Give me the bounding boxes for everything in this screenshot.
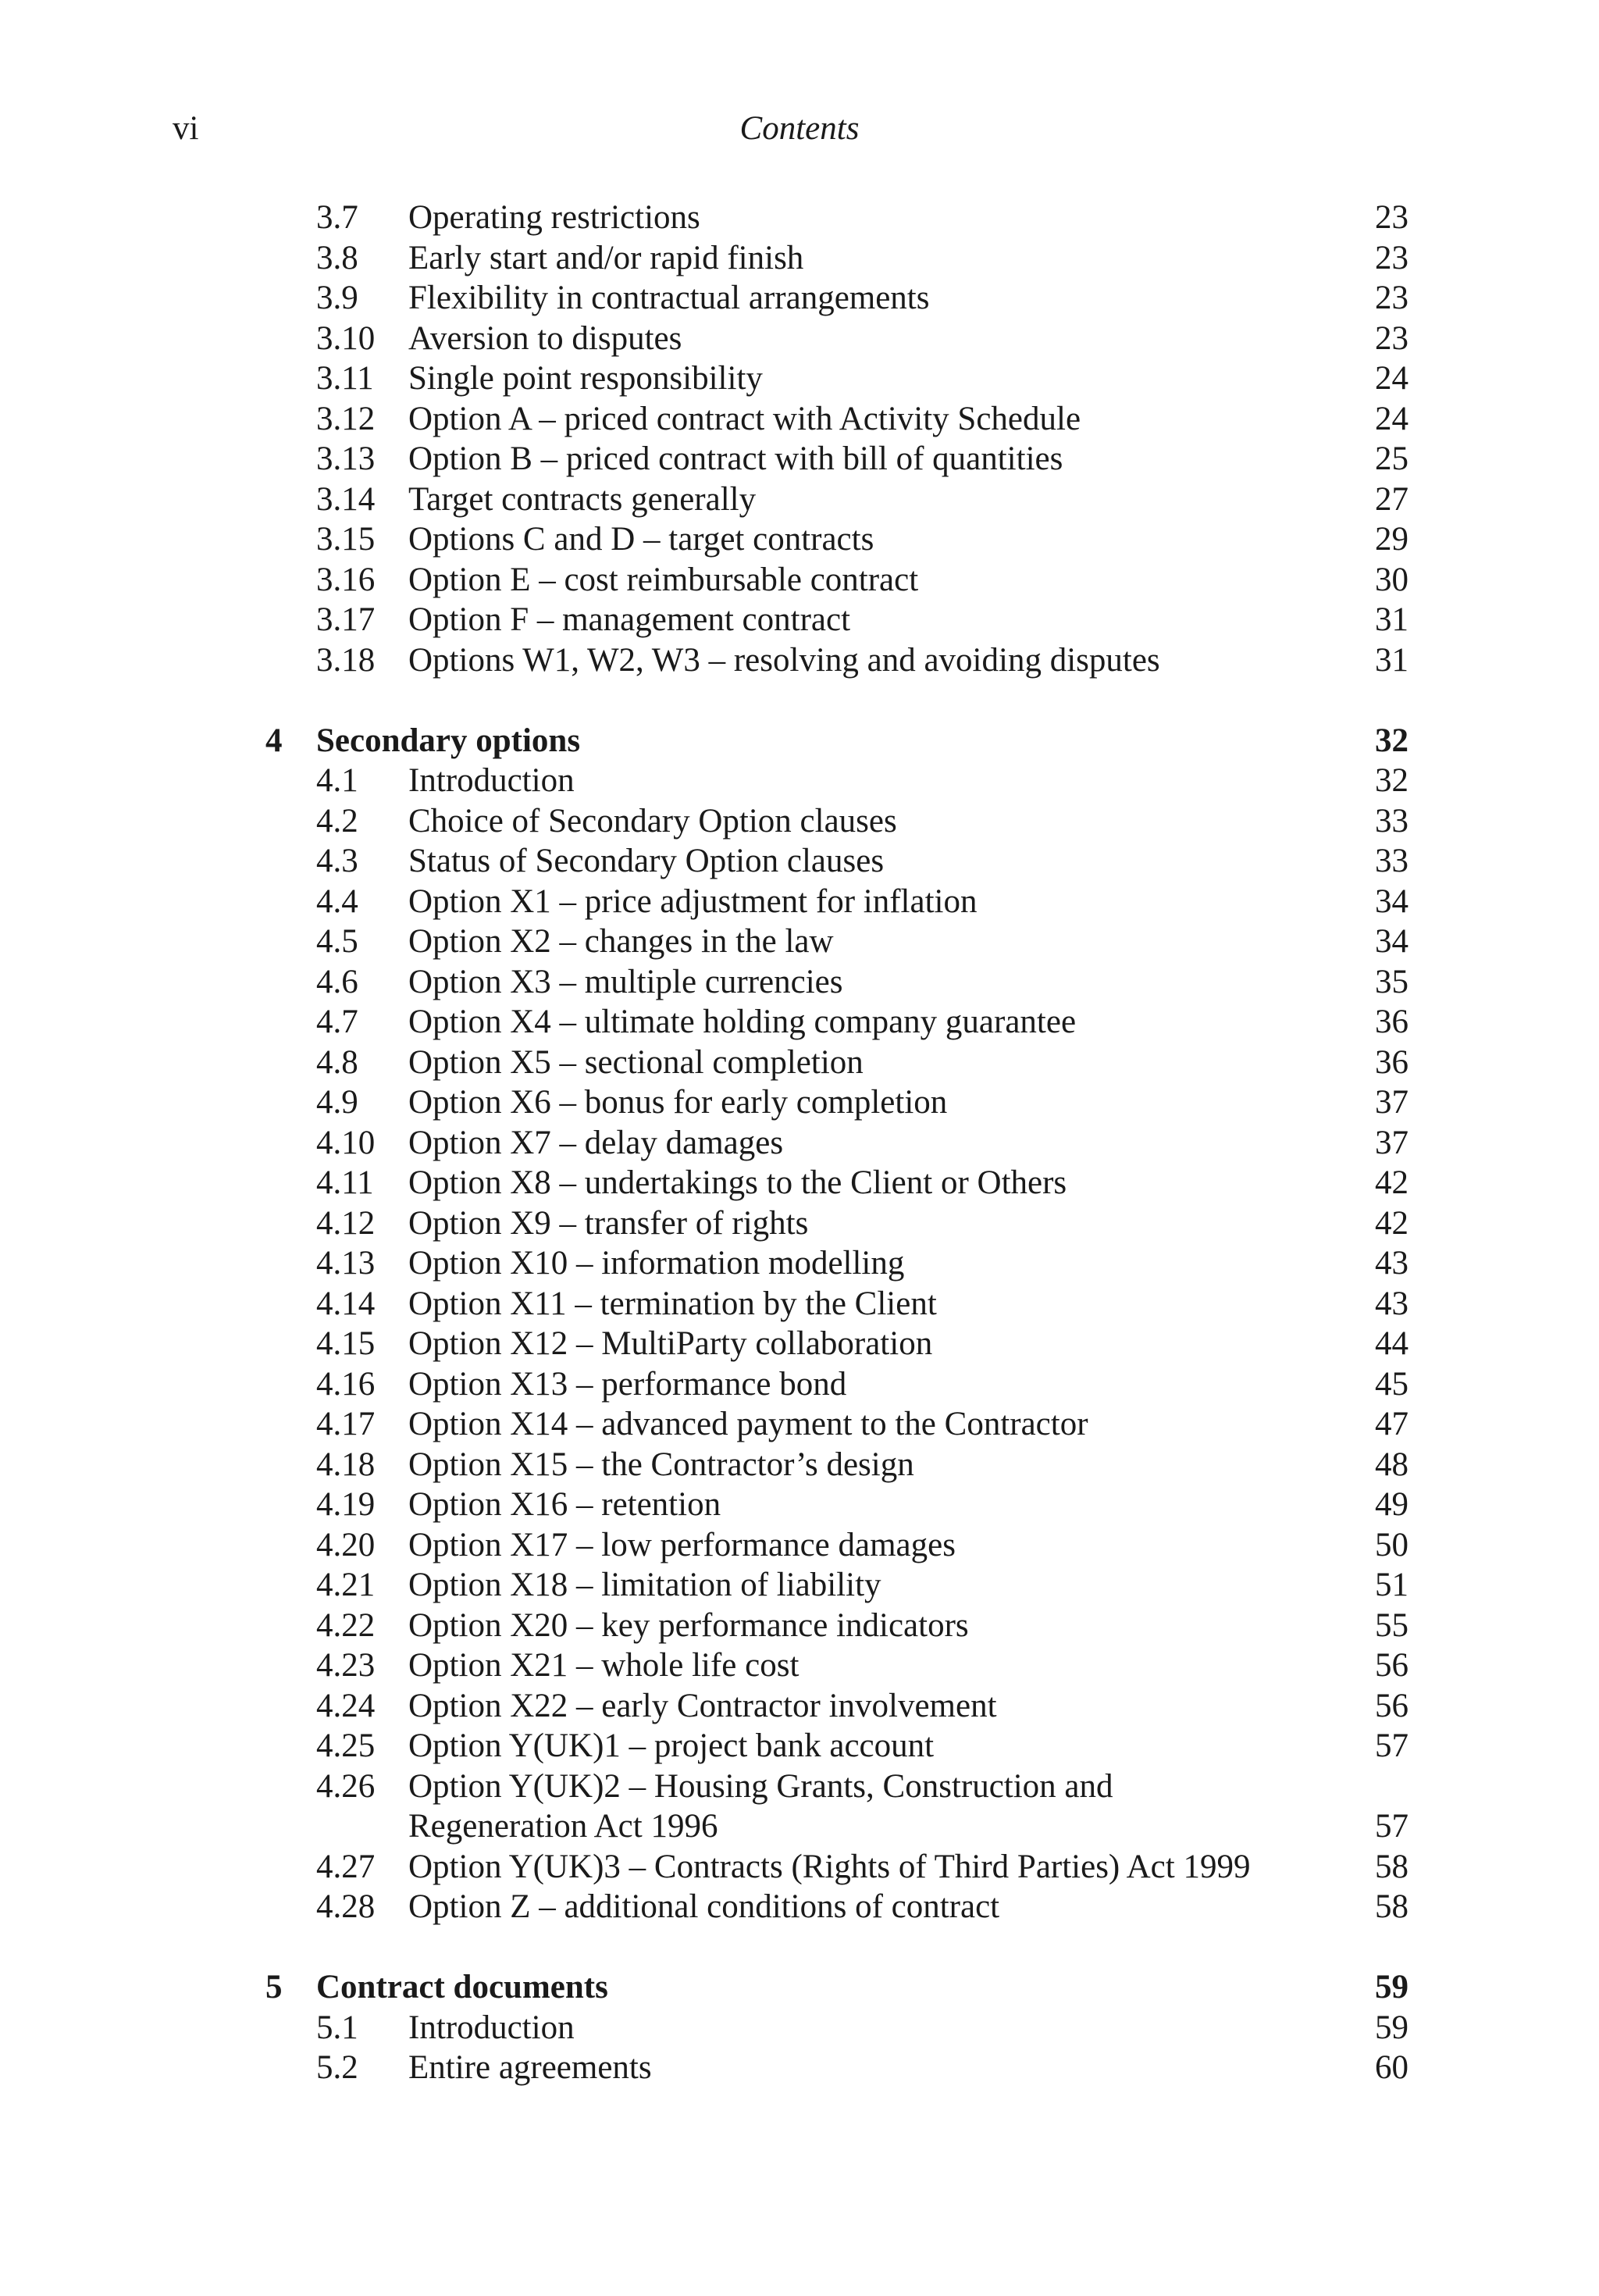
entry-title: Introduction xyxy=(408,762,575,799)
toc-entry[interactable] xyxy=(0,640,1599,681)
toc-entry[interactable] xyxy=(0,922,1599,962)
entry-title: Option X14 – advanced payment to the Contractor xyxy=(408,1406,1088,1442)
entry-title: Option X11 – termination by the Client xyxy=(408,1285,937,1322)
toc-section-3-entries xyxy=(0,198,1599,680)
entry-number: 4.10 xyxy=(316,1124,376,1161)
entry-page: 31 xyxy=(1375,601,1408,638)
entry-title: Target contracts generally xyxy=(408,480,757,518)
entry-page: 49 xyxy=(1375,1486,1408,1523)
entry-title: Option X22 – early Contractor involvement xyxy=(408,1687,997,1724)
page-header xyxy=(0,109,1599,156)
entry-title: Option Y(UK)2 – Housing Grants, Construction and xyxy=(408,1767,1113,1805)
entry-title: Option X12 – MultiParty collaboration xyxy=(408,1325,933,1362)
page-folio: vi xyxy=(173,110,199,147)
toc-entry[interactable] xyxy=(0,1445,1599,1485)
entry-page: 23 xyxy=(1375,280,1408,316)
entry-page: 23 xyxy=(1375,319,1408,357)
toc-entry[interactable] xyxy=(0,761,1599,801)
entry-page: 29 xyxy=(1375,521,1408,558)
entry-title: Option X20 – key performance indicators xyxy=(408,1606,969,1644)
entry-title: Option X18 – limitation of liability xyxy=(408,1567,881,1603)
entry-page: 24 xyxy=(1375,400,1408,437)
entry-title: Option Y(UK)1 – project bank account xyxy=(408,1727,935,1764)
entry-title: Option X8 – undertakings to the Client or Others xyxy=(408,1164,1067,1201)
entry-number: 3.14 xyxy=(316,480,376,518)
entry-title: Option X21 – whole life cost xyxy=(408,1647,800,1684)
entry-number: 4.19 xyxy=(316,1486,376,1523)
toc-entry[interactable] xyxy=(0,1043,1599,1083)
toc-entry[interactable] xyxy=(0,2048,1599,2088)
entry-number: 4.11 xyxy=(316,1164,374,1201)
toc-entry[interactable] xyxy=(0,358,1599,399)
entry-number: 4.3 xyxy=(316,843,358,879)
entry-number: 4.24 xyxy=(316,1687,376,1724)
entry-page: 25 xyxy=(1375,440,1408,477)
entry-page: 32 xyxy=(1375,762,1408,799)
toc-entry[interactable] xyxy=(0,841,1599,882)
entry-number: 5.1 xyxy=(316,2009,358,2046)
entry-page: 30 xyxy=(1375,561,1408,598)
entry-title: Option X6 – bonus for early completion xyxy=(408,1084,948,1121)
entry-page: 57 xyxy=(1375,1808,1408,1845)
entry-title: Choice of Secondary Option clauses xyxy=(408,802,897,840)
entry-title: Flexibility in contractual arrangements xyxy=(408,280,930,316)
entry-title: Options W1, W2, W3 – resolving and avoiding disputes xyxy=(408,641,1160,679)
entry-title: Option E – cost reimbursable contract xyxy=(408,561,919,598)
entry-number: 3.18 xyxy=(316,641,376,679)
toc-entry[interactable] xyxy=(0,399,1599,440)
entry-number: 4.12 xyxy=(316,1204,376,1242)
entry-title: Introduction xyxy=(408,2009,575,2046)
toc-entry[interactable] xyxy=(0,1163,1599,1203)
toc-entry[interactable] xyxy=(0,1123,1599,1164)
entry-page: 43 xyxy=(1375,1245,1408,1282)
chapter-number: 4 xyxy=(265,722,283,759)
toc-entry[interactable] xyxy=(0,882,1599,922)
entry-page: 34 xyxy=(1375,882,1408,920)
entry-title: Aversion to disputes xyxy=(408,319,682,357)
toc-entry[interactable] xyxy=(0,1284,1599,1324)
entry-title: Option X1 – price adjustment for inflation xyxy=(408,882,978,920)
entry-title: Option X17 – low performance damages xyxy=(408,1526,956,1563)
table-of-contents xyxy=(0,198,1599,2088)
entry-number: 4.25 xyxy=(316,1727,376,1764)
entry-title: Option X10 – information modelling xyxy=(408,1245,905,1282)
entry-title: Option X13 – performance bond xyxy=(408,1365,847,1403)
entry-page: 23 xyxy=(1375,199,1408,236)
entry-page: 36 xyxy=(1375,1004,1408,1040)
entry-title: Option X2 – changes in the law xyxy=(408,923,834,960)
entry-page: 27 xyxy=(1375,480,1408,518)
entry-title: Option X7 – delay damages xyxy=(408,1124,784,1161)
entry-title: Option X3 – multiple currencies xyxy=(408,963,843,1000)
toc-entry[interactable] xyxy=(0,1525,1599,1566)
entry-number: 4.9 xyxy=(316,1084,358,1121)
toc-entry[interactable] xyxy=(0,319,1599,359)
toc-chapter-4[interactable] xyxy=(0,721,1599,761)
entry-number: 3.8 xyxy=(316,239,358,276)
entry-title: Option Z – additional conditions of contract xyxy=(408,1888,1000,1925)
entry-number: 4.23 xyxy=(316,1647,376,1684)
toc-entry[interactable] xyxy=(0,801,1599,842)
entry-number: 5.2 xyxy=(316,2049,358,2086)
entry-page: 23 xyxy=(1375,239,1408,276)
toc-entry[interactable] xyxy=(0,1887,1599,1927)
entry-title: Option B – priced contract with bill of quantities xyxy=(408,440,1063,477)
chapter-title: Secondary options xyxy=(316,722,581,759)
entry-title: Options C and D – target contracts xyxy=(408,521,874,558)
entry-number: 4.1 xyxy=(316,762,358,799)
toc-entry[interactable] xyxy=(0,1606,1599,1646)
entry-number: 4.4 xyxy=(316,882,358,920)
toc-entry[interactable] xyxy=(0,480,1599,520)
chapter-number: 5 xyxy=(265,1969,283,2005)
entry-number: 4.26 xyxy=(316,1767,376,1805)
entry-page: 36 xyxy=(1375,1043,1408,1081)
entry-page: 56 xyxy=(1375,1687,1408,1724)
entry-page: 33 xyxy=(1375,802,1408,840)
entry-title: Status of Secondary Option clauses xyxy=(408,843,885,879)
entry-number: 4.13 xyxy=(316,1245,376,1282)
entry-title: Option X15 – the Contractor’s design xyxy=(408,1446,914,1483)
entry-number: 4.7 xyxy=(316,1004,358,1040)
entry-number: 4.28 xyxy=(316,1888,376,1925)
toc-entry[interactable] xyxy=(0,1404,1599,1445)
entry-title: Single point responsibility xyxy=(408,360,763,397)
entry-number: 3.11 xyxy=(316,360,374,397)
entry-page: 58 xyxy=(1375,1888,1408,1925)
entry-page: 34 xyxy=(1375,923,1408,960)
toc-entry[interactable] xyxy=(0,198,1599,238)
entry-page: 57 xyxy=(1375,1727,1408,1764)
entry-page: 60 xyxy=(1375,2049,1408,2086)
entry-title: Option X16 – retention xyxy=(408,1486,721,1523)
entry-page: 37 xyxy=(1375,1084,1408,1121)
chapter-page: 59 xyxy=(1375,1969,1408,2005)
entry-number: 4.14 xyxy=(316,1285,376,1322)
toc-entry[interactable] xyxy=(0,439,1599,480)
entry-page: 56 xyxy=(1375,1647,1408,1684)
toc-chapter-4-entries xyxy=(0,761,1599,1767)
entry-number: 4.18 xyxy=(316,1446,376,1483)
toc-chapter-5-entries xyxy=(0,2008,1599,2088)
entry-page: 37 xyxy=(1375,1124,1408,1161)
entry-title: Entire agreements xyxy=(408,2049,652,2086)
toc-chapter-5[interactable] xyxy=(0,1967,1599,2008)
toc-entry[interactable] xyxy=(0,560,1599,601)
toc-entry[interactable] xyxy=(0,1324,1599,1364)
section-gap xyxy=(0,680,1599,721)
entry-title: Regeneration Act 1996 xyxy=(408,1808,718,1845)
entry-number: 4.15 xyxy=(316,1325,376,1362)
toc-entry[interactable] xyxy=(0,278,1599,319)
entry-number: 4.22 xyxy=(316,1606,376,1644)
toc-entry[interactable] xyxy=(0,1726,1599,1767)
entry-number: 3.12 xyxy=(316,400,376,437)
chapter-title: Contract documents xyxy=(316,1969,608,2005)
entry-number: 3.17 xyxy=(316,601,376,638)
entry-page: 47 xyxy=(1375,1406,1408,1442)
entry-title: Option F – management contract xyxy=(408,601,851,638)
entry-title: Option X4 – ultimate holding company guarantee xyxy=(408,1004,1077,1040)
entry-page: 33 xyxy=(1375,843,1408,879)
entry-page: 55 xyxy=(1375,1606,1408,1644)
entry-page: 50 xyxy=(1375,1526,1408,1563)
toc-chapter-4-entries-end xyxy=(0,1847,1599,1927)
entry-page: 48 xyxy=(1375,1446,1408,1483)
entry-title: Operating restrictions xyxy=(408,199,700,236)
toc-entry[interactable] xyxy=(0,1082,1599,1123)
entry-page: 31 xyxy=(1375,641,1408,679)
entry-title: Option X5 – sectional completion xyxy=(408,1043,864,1081)
toc-entry[interactable] xyxy=(0,1364,1599,1405)
toc-entry[interactable] xyxy=(0,1767,1599,1807)
toc-entry[interactable] xyxy=(0,1243,1599,1284)
entry-number: 3.7 xyxy=(316,199,358,236)
toc-entry[interactable] xyxy=(0,238,1599,279)
running-title: Contents xyxy=(739,110,860,147)
toc-entry[interactable] xyxy=(0,962,1599,1003)
entry-page: 42 xyxy=(1375,1204,1408,1242)
entry-page: 42 xyxy=(1375,1164,1408,1201)
toc-entry[interactable] xyxy=(0,2008,1599,2048)
entry-number: 3.10 xyxy=(316,319,376,357)
entry-number: 4.5 xyxy=(316,923,358,960)
toc-entry[interactable] xyxy=(0,1645,1599,1686)
entry-number: 4.17 xyxy=(316,1406,376,1442)
toc-entry[interactable] xyxy=(0,519,1599,560)
entry-number: 3.15 xyxy=(316,521,376,558)
toc-entry[interactable] xyxy=(0,1485,1599,1525)
toc-entry[interactable] xyxy=(0,1002,1599,1043)
entry-title: Option A – priced contract with Activity Schedule xyxy=(408,400,1081,437)
entry-number: 3.13 xyxy=(316,440,376,477)
entry-page: 59 xyxy=(1375,2009,1408,2046)
entry-page: 45 xyxy=(1375,1365,1408,1403)
chapter-page: 32 xyxy=(1375,722,1408,759)
section-gap xyxy=(0,1927,1599,1968)
entry-number: 4.21 xyxy=(316,1567,376,1603)
entry-number: 4.27 xyxy=(316,1848,376,1885)
entry-page: 43 xyxy=(1375,1285,1408,1322)
entry-number: 4.8 xyxy=(316,1043,358,1081)
entry-title: Option Y(UK)3 – Contracts (Rights of Third Parties) Act 1999 xyxy=(408,1848,1251,1885)
entry-number: 4.20 xyxy=(316,1526,376,1563)
entry-title: Option X9 – transfer of rights xyxy=(408,1204,809,1242)
entry-title: Early start and/or rapid finish xyxy=(408,239,804,276)
toc-entry[interactable] xyxy=(0,1847,1599,1888)
entry-number: 4.2 xyxy=(316,802,358,840)
entry-number: 3.16 xyxy=(316,561,376,598)
entry-number: 3.9 xyxy=(316,280,358,316)
entry-page: 44 xyxy=(1375,1325,1408,1362)
toc-entry[interactable] xyxy=(0,1686,1599,1727)
toc-entry[interactable] xyxy=(0,600,1599,640)
toc-entry[interactable] xyxy=(0,1565,1599,1606)
toc-entry-continuation[interactable] xyxy=(0,1806,1599,1847)
entry-page: 35 xyxy=(1375,963,1408,1000)
entry-number: 4.6 xyxy=(316,963,358,1000)
entry-page: 24 xyxy=(1375,360,1408,397)
entry-number: 4.16 xyxy=(316,1365,376,1403)
toc-entry[interactable] xyxy=(0,1203,1599,1244)
entry-page: 51 xyxy=(1375,1567,1408,1603)
entry-page: 58 xyxy=(1375,1848,1408,1885)
